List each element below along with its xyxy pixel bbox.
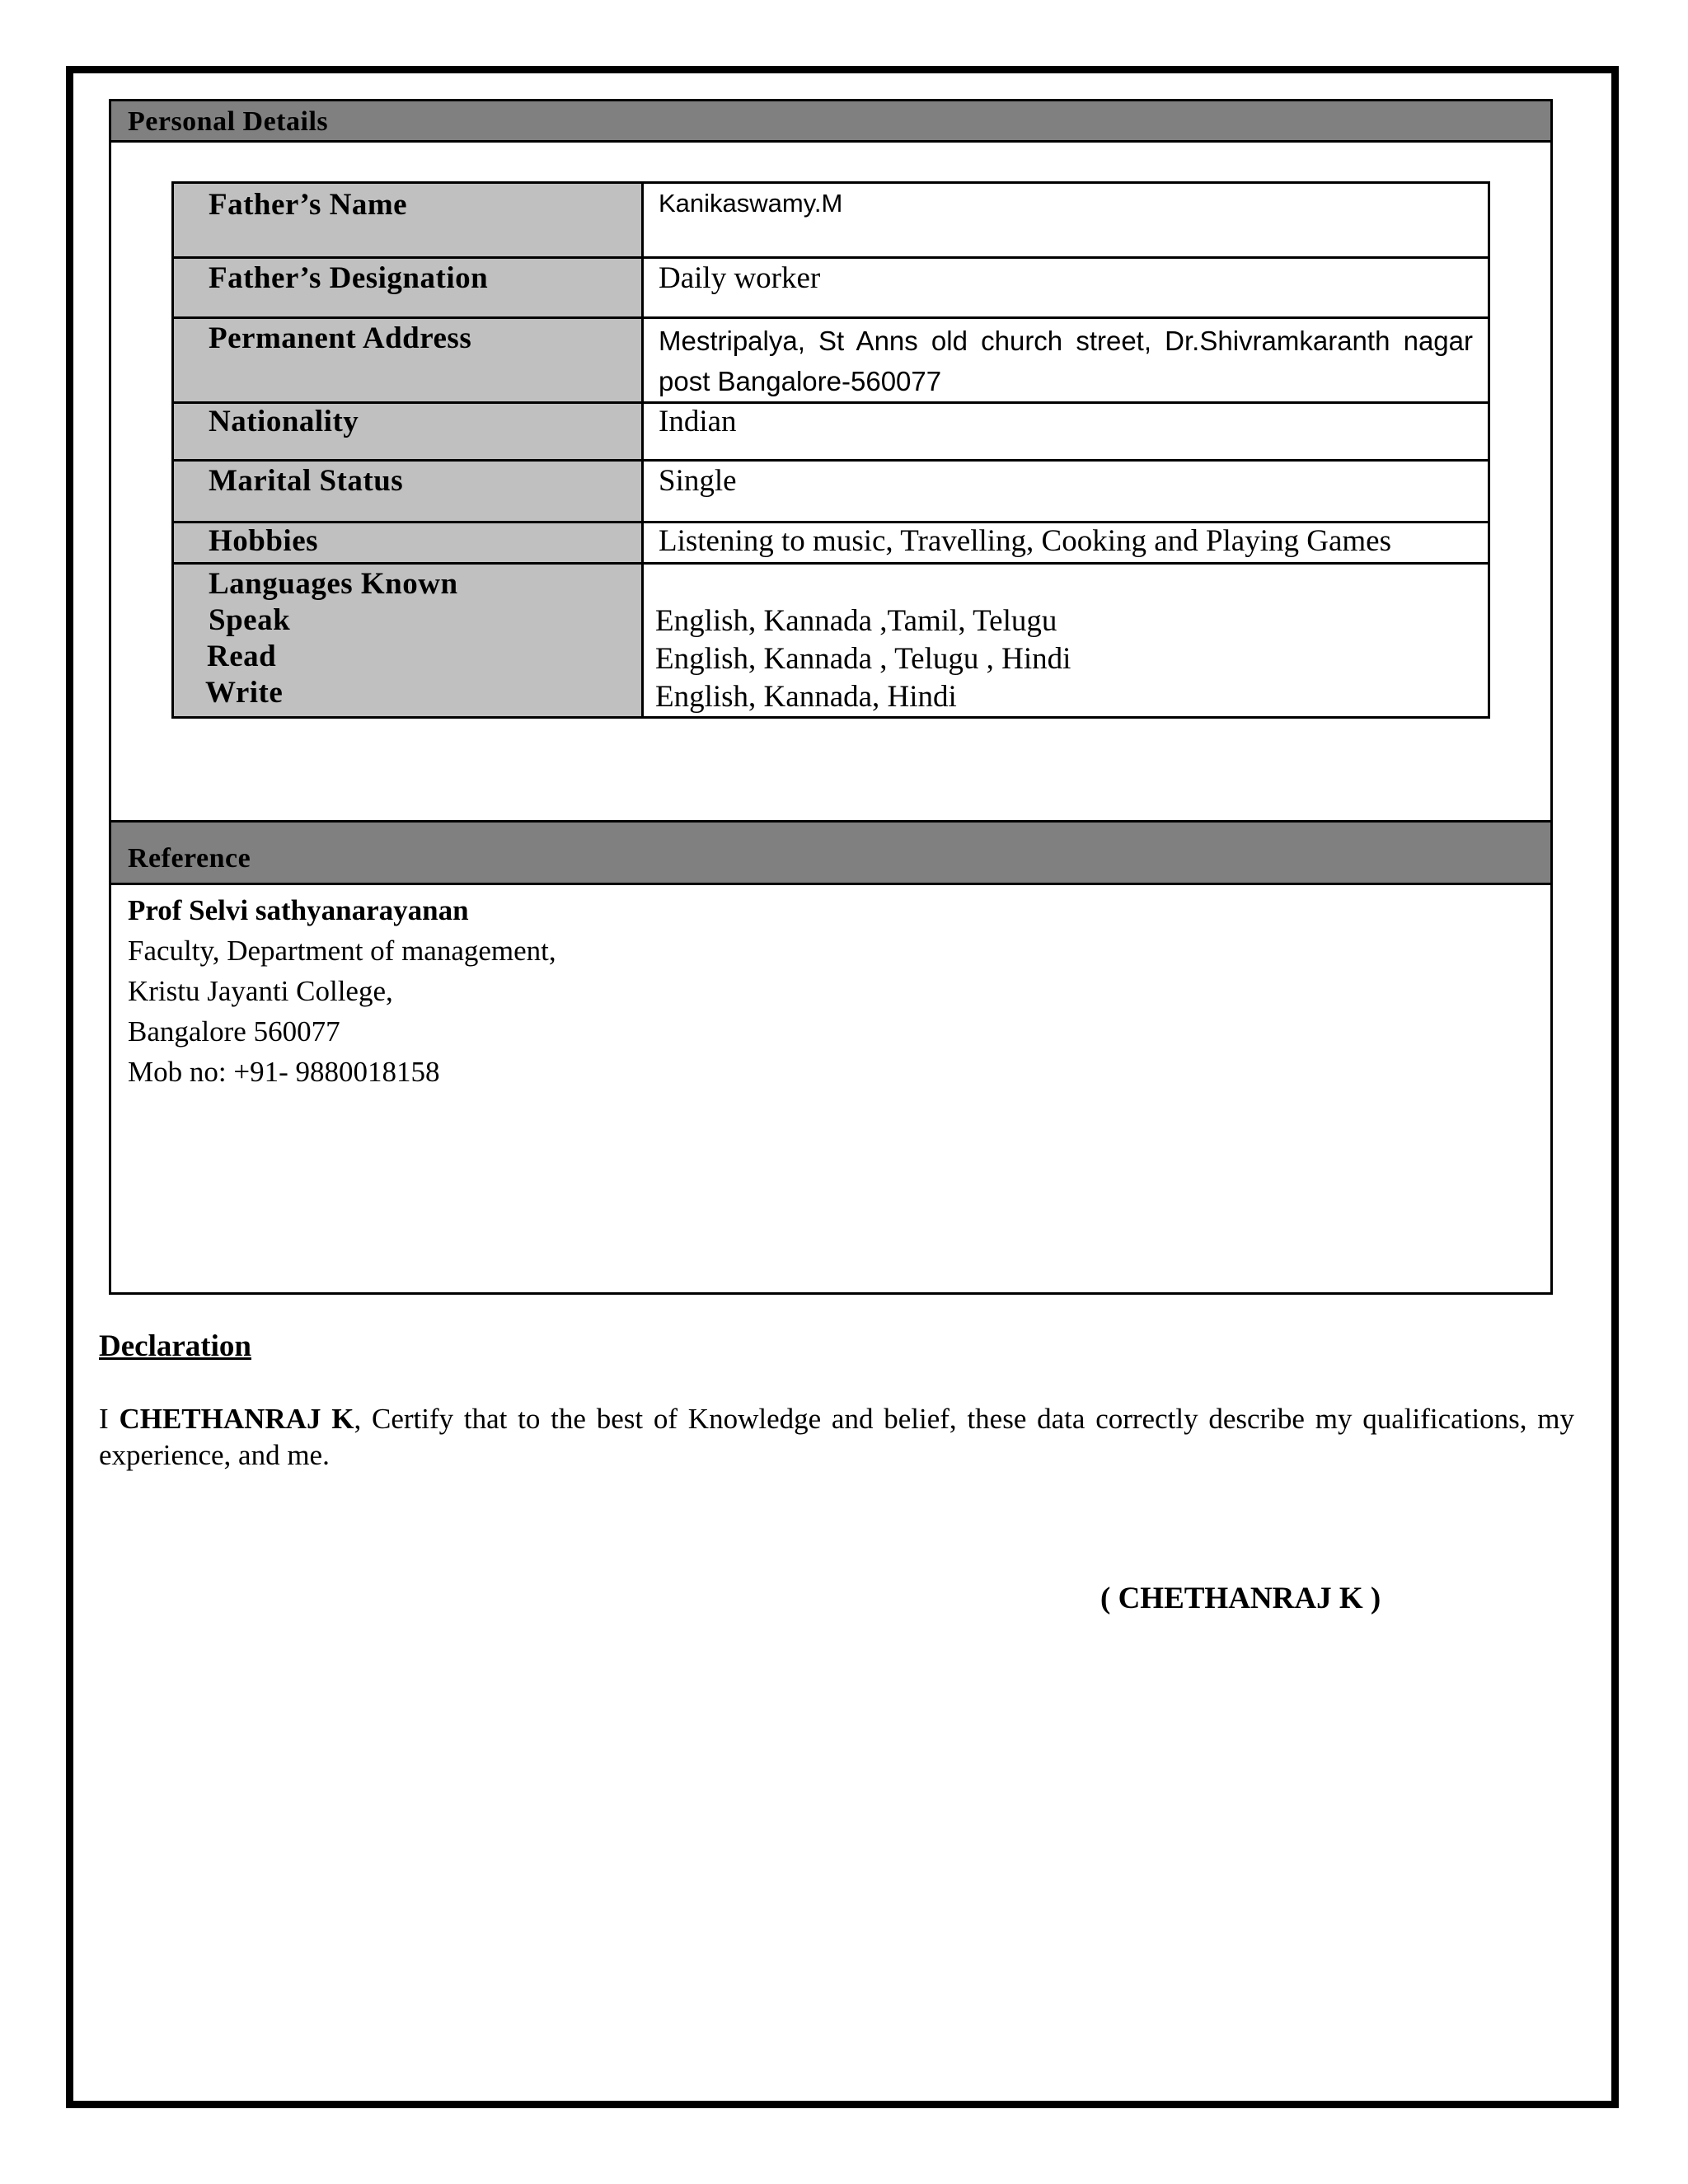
languages-known-label: Languages Known — [209, 567, 458, 601]
reference-header: Reference — [111, 823, 1550, 885]
read-label: Read — [207, 640, 277, 673]
languages-value-cell — [643, 564, 1489, 718]
write-label: Write — [205, 676, 284, 710]
declaration-name: CHETHANRAJ K — [119, 1403, 354, 1435]
reference-college: Kristu Jayanti College, — [128, 975, 393, 1007]
reference-city: Bangalore 560077 — [128, 1015, 340, 1047]
table-row — [173, 461, 1489, 523]
fathers-name-value: Kanikaswamy.M — [643, 183, 1489, 258]
fathers-name-label: Father’s Name — [173, 183, 643, 258]
table-row — [173, 523, 1489, 564]
reference-section — [109, 820, 1553, 1295]
reference-designation: Faculty, Department of management, — [128, 935, 556, 967]
write-value: English, Kannada, Hindi — [655, 680, 957, 714]
table-row — [173, 183, 1489, 258]
table-row — [173, 318, 1489, 403]
signature: ( CHETHANRAJ K ) — [1100, 1582, 1381, 1615]
permanent-address-value: Mestripalya, St Anns old church street, Dr.Shivramkaranth nagar post Bangalore-560077 — [643, 318, 1489, 403]
marital-status-value: Single — [643, 461, 1489, 523]
hobbies-value: Listening to music, Travelling, Cooking and Playing Games — [643, 523, 1489, 564]
table-row — [173, 258, 1489, 318]
hobbies-label: Hobbies — [173, 523, 643, 564]
declaration-text — [99, 1401, 1574, 1474]
speak-label: Speak — [209, 603, 291, 637]
reference-name: Prof Selvi sathyanarayanan — [128, 894, 469, 926]
personal-details-table — [171, 181, 1490, 719]
nationality-value: Indian — [643, 403, 1489, 461]
languages-label-cell — [173, 564, 643, 718]
table-row — [173, 403, 1489, 461]
read-value: English, Kannada , Telugu , Hindi — [655, 642, 1071, 676]
speak-value: English, Kannada ,Tamil, Telugu — [655, 604, 1057, 638]
fathers-designation-label: Father’s Designation — [173, 258, 643, 318]
permanent-address-label: Permanent Address — [173, 318, 643, 403]
reference-body — [128, 890, 556, 1092]
personal-details-header: Personal Details — [111, 101, 1550, 143]
nationality-label: Nationality — [173, 403, 643, 461]
reference-mobile: Mob no: +91- 9880018158 — [128, 1056, 440, 1088]
marital-status-label: Marital Status — [173, 461, 643, 523]
declaration-prefix: I — [99, 1403, 120, 1435]
table-row — [173, 564, 1489, 718]
declaration-title: Declaration — [99, 1329, 251, 1363]
declaration-statement: , Certify that to the best of Knowledge and belief, these data correctly describe my qualifications, my experience, and me. — [99, 1403, 1574, 1471]
fathers-designation-value: Daily worker — [643, 258, 1489, 318]
